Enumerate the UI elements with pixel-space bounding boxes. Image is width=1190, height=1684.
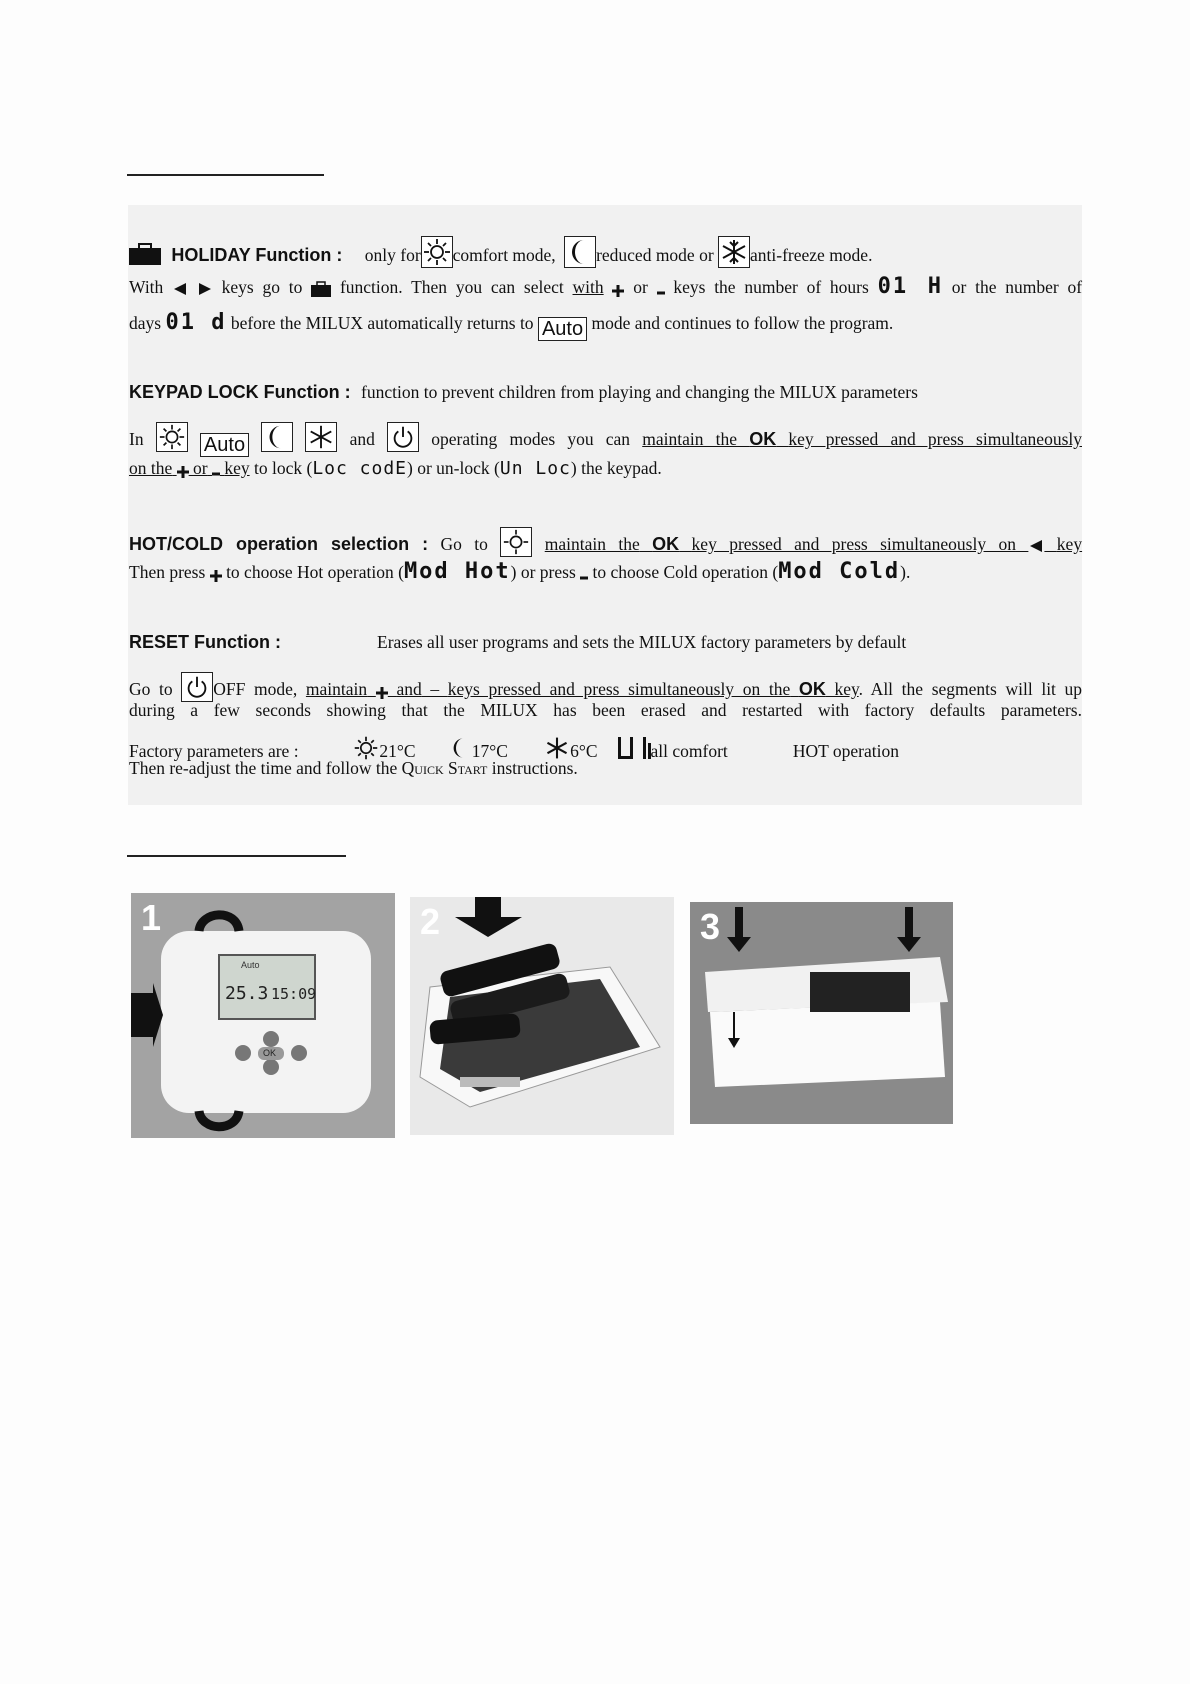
minus-icon <box>212 470 220 478</box>
photo-3-label: 3 <box>700 906 721 947</box>
photo-1-label: 1 <box>141 897 162 938</box>
plus-icon <box>210 570 222 582</box>
cold-mode-display: Mod Cold <box>778 559 901 584</box>
keypad-line-2: In Auto and operating modes you can maintain the OK key pressed and press simultaneously <box>129 422 1082 457</box>
reset-line-4: Factory parameters are : 21°C 17°C 6°C all comfort HOT operation <box>129 735 899 762</box>
left-arrow-icon <box>1028 538 1044 554</box>
photo-step-3 <box>690 902 953 1124</box>
hotcold-line-1: HOT/COLD operation selection : Go to maintain the OK key pressed and press simultaneously on key <box>129 527 1082 557</box>
keypad-title: KEYPAD LOCK Function : <box>129 382 351 402</box>
holiday-line-3: days 01 d before the MILUX automatically returns to Auto mode and continues to follow the program. <box>129 310 894 340</box>
reset-line-2: Go to OFF mode, maintain and – keys pressed and press simultaneously on the OK key. All the segments will lit up <box>129 672 1082 702</box>
snowflake-antifreeze-icon <box>718 236 750 268</box>
lcd-time: 15:09 <box>271 985 317 1003</box>
plus-icon <box>376 687 388 699</box>
hotcold-line-2: Then press to choose Hot operation (Mod Hot) or press to choose Cold operation (Mod Cold). <box>129 559 911 584</box>
holiday-line-1: HOLIDAY Function : only for comfort mode, reduced mode or anti-freeze mode. <box>129 236 872 268</box>
thermostat-front-illustration <box>131 893 395 1138</box>
minus-icon <box>580 574 588 582</box>
holiday-line-2: With keys go to function. Then you can select with or keys the number of hours 01 H or the number of <box>129 274 1083 299</box>
right-arrow-icon <box>197 281 213 297</box>
sun-comfort-icon <box>500 527 532 557</box>
photo-step-2 <box>410 897 674 1135</box>
lcd-auto: Auto <box>241 960 260 970</box>
plus-icon <box>177 466 189 478</box>
ok-button-label: OK <box>263 1048 277 1058</box>
hotcold-title: HOT/COLD operation selection : <box>129 534 429 554</box>
left-arrow-icon <box>172 281 188 297</box>
power-off-icon <box>181 672 213 702</box>
minus-icon <box>657 289 665 297</box>
lcd-temperature: 25.3 <box>225 983 269 1004</box>
keypad-line-1: KEYPAD LOCK Function : function to prevent children from playing and changing the MILUX parameters <box>129 382 918 402</box>
plus-icon <box>612 285 624 297</box>
auto-mode-box: Auto <box>538 317 587 341</box>
suitcase-small-icon <box>311 281 331 297</box>
lock-code-display: Loc codE <box>312 458 408 479</box>
sun-comfort-icon <box>156 422 188 452</box>
auto-mode-box: Auto <box>200 433 249 457</box>
unlock-display: Un Loc <box>499 458 571 479</box>
days-display: 01 d <box>165 310 227 335</box>
moon-reduced-icon <box>261 422 293 452</box>
open-cover-illustration <box>690 902 953 1124</box>
power-off-icon <box>387 422 419 452</box>
section-rule-middle <box>127 855 346 857</box>
snowflake-antifreeze-icon <box>305 422 337 452</box>
keypad-line-3: on the or key to lock (Loc codE) or un-lock (Un Loc) the keypad. <box>129 458 662 479</box>
suitcase-icon <box>129 243 161 265</box>
reset-title: RESET Function : <box>129 632 281 652</box>
reset-line-1: RESET Function : Erases all user programs and sets the MILUX factory parameters by default <box>129 632 907 652</box>
reset-line-3: during a few seconds showing that the MILUX has been erased and restarted with factory defaults parameters. <box>129 700 1082 720</box>
program-segments-icon <box>617 735 651 761</box>
battery-compartment-illustration <box>410 897 674 1135</box>
reset-line-5: Then re-adjust the time and follow the Quick Start instructions. <box>129 758 578 778</box>
hours-display: 01 H <box>877 274 943 299</box>
hot-mode-display: Mod Hot <box>403 559 511 584</box>
sun-comfort-icon <box>421 236 453 268</box>
photo-step-1 <box>131 893 395 1138</box>
section-rule-top <box>127 174 324 176</box>
moon-reduced-icon <box>564 236 596 268</box>
photo-2-label: 2 <box>420 901 441 942</box>
holiday-title: HOLIDAY Function : <box>171 245 343 265</box>
